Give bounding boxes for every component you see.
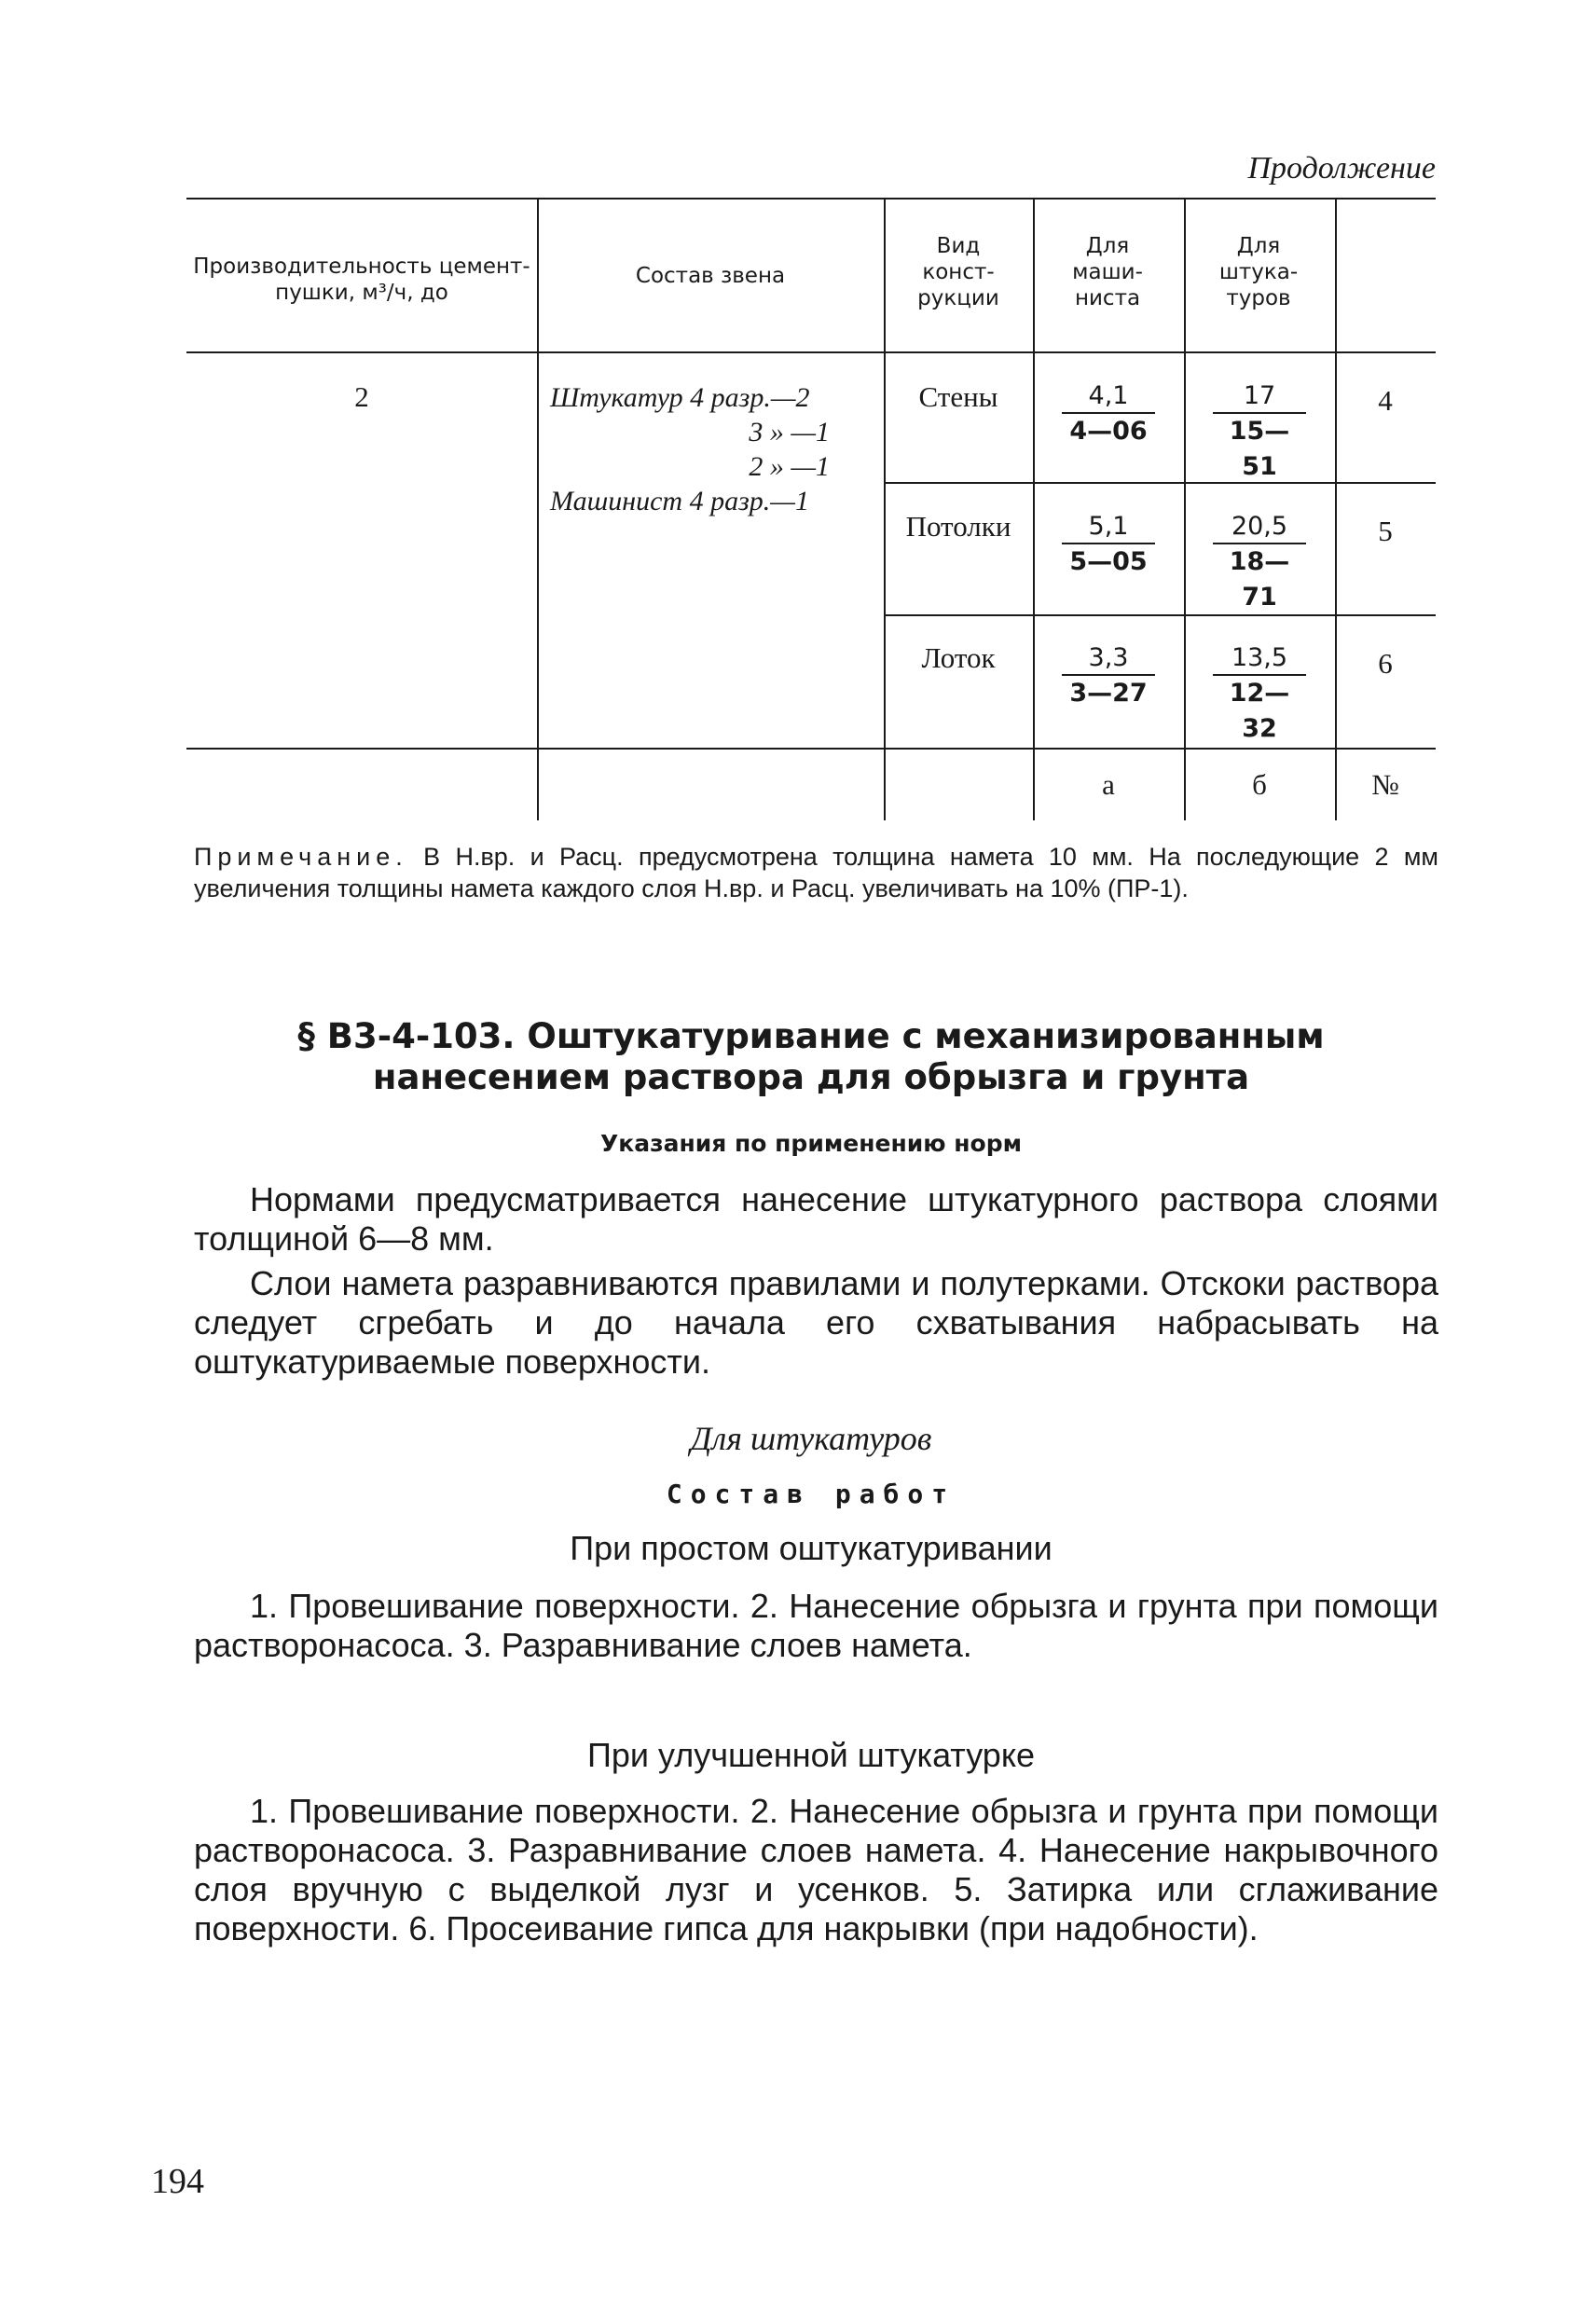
section-subtitle: Указания по применению норм: [599, 1130, 1023, 1157]
section-title-line: нанесением раствора для обрызга и грунта: [372, 1057, 1250, 1097]
crew-line: Штукатур 4 разр.—2: [550, 382, 810, 413]
row-number: 5: [1378, 515, 1393, 547]
section-title-line: § В3-4-103. Оштукатуривание с механизированным: [297, 1016, 1325, 1056]
note-label: Примечание.: [194, 843, 408, 871]
machinist-rate: 3—27: [1069, 679, 1148, 708]
row-number: 6: [1378, 647, 1393, 680]
plasterers-rate: 12—32: [1229, 679, 1290, 743]
plasterers-norm: [1213, 511, 1306, 615]
improved-plastering-steps: 1. Провешивание поверхности. 2. Нанесение обрызга и грунта при помощи растворонасоса. 3. Разравнивание слоев намета. 4. Нанесение накрывочного слоя вручную с выделкой лузг и усенков. 5. Затирка или сглаживание поверхности. 6. Просеивание гипса для накрывки (при надобности).: [194, 1792, 1438, 1947]
plasterers-time: 20,5: [1213, 511, 1306, 544]
simple-plastering-heading: При простом оштукатуривании: [570, 1529, 1053, 1567]
page-number: 194: [151, 2162, 204, 2201]
machinist-norm: [1062, 511, 1155, 580]
crew-line: 3 » —1: [749, 417, 830, 447]
work-composition-heading: Состав работ: [666, 1479, 956, 1509]
crew-line: Машинист 4 разр.—1: [550, 486, 809, 516]
plasterers-norm: [1213, 642, 1306, 747]
construction-type: Лоток: [921, 641, 996, 674]
improved-plastering-heading: При улучшенной штукатурке: [586, 1736, 1035, 1774]
table-note: [194, 841, 1438, 904]
machinist-rate: 5—05: [1069, 547, 1148, 576]
machinist-norm: [1062, 642, 1155, 711]
column-letter-b: б: [1252, 768, 1267, 801]
header-crew: Состав звена: [635, 264, 786, 288]
header-productivity: Производительность цемент-пушки, м³/ч, до: [193, 255, 530, 305]
construction-type: Потолки: [905, 510, 1011, 543]
crew-line: 2 » —1: [749, 451, 830, 482]
note-text: В Н.вр. и Расц. предусмотрена толщина намета 10 мм. На последующие 2 мм увеличения толщины намета каждого слоя Н.вр. и Расц. увеличивать на 10% (ПР-1).: [194, 843, 1438, 902]
machinist-rate: 4—06: [1069, 417, 1148, 446]
norms-table: [186, 198, 1436, 822]
column-number-sign: №: [1371, 768, 1399, 801]
continuation-label: Продолжение: [1247, 151, 1436, 186]
section-title: [186, 1016, 1436, 1098]
machinist-time: 3,3: [1062, 642, 1155, 676]
plasterers-time: 13,5: [1213, 642, 1306, 676]
header-plasterers: Для штука-туров: [1218, 234, 1299, 310]
simple-plastering-steps: 1. Провешивание поверхности. 2. Нанесение обрызга и грунта при помощи растворонасоса. 3. Разравнивание слоев намета.: [194, 1587, 1438, 1664]
paragraph: Нормами предусматривается нанесение штукатурного раствора слоями толщиной 6—8 мм.: [194, 1180, 1438, 1258]
plasterers-time: 17: [1213, 380, 1306, 414]
machinist-time: 4,1: [1062, 380, 1155, 414]
header-construction: Вид конст-рукции: [917, 234, 999, 310]
paragraph: Слои намета разравниваются правилами и полутерками. Отскоки раствора следует сгребать и до начала его схватывания набрасывать на оштукатуриваемые поверхности.: [194, 1264, 1438, 1381]
productivity-value: 2: [354, 380, 369, 413]
row-number: 4: [1378, 384, 1393, 417]
construction-type: Стены: [918, 380, 998, 413]
header-machinist: Для маши-ниста: [1072, 234, 1143, 310]
plasterers-rate: 15—51: [1229, 417, 1290, 481]
machinist-norm: [1062, 380, 1155, 449]
machinist-time: 5,1: [1062, 511, 1155, 544]
plasterers-rate: 18—71: [1229, 547, 1290, 612]
plasterers-norm: [1213, 380, 1306, 485]
for-plasterers-heading: Для штукатуров: [690, 1420, 932, 1457]
column-letter-a: а: [1102, 768, 1115, 801]
